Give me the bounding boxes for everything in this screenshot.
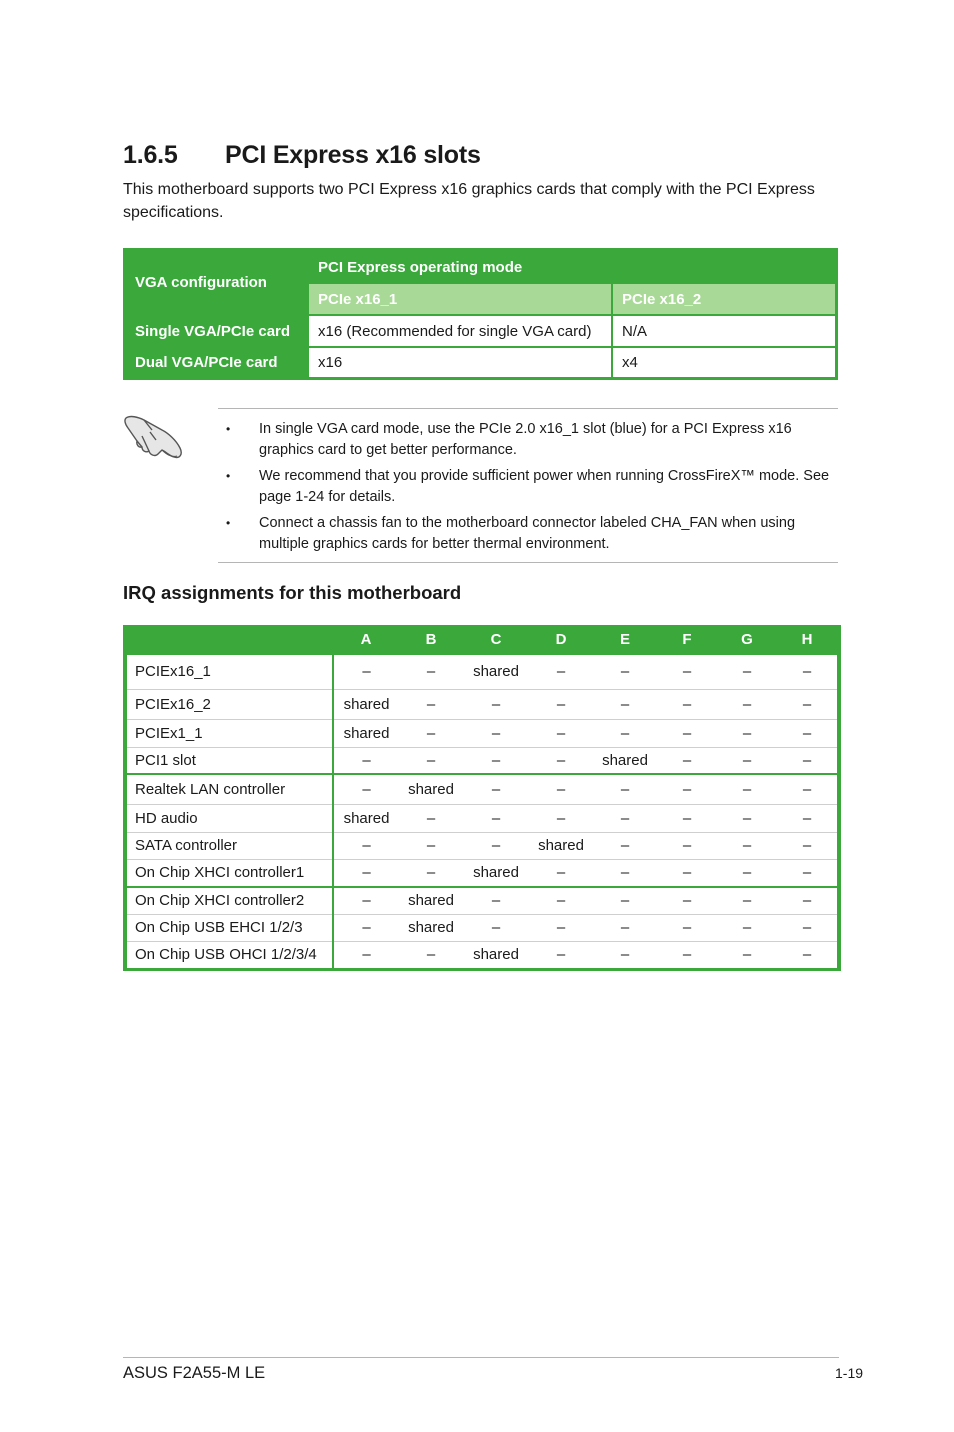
irq-cell: – xyxy=(333,887,399,914)
vga-cell: x16 xyxy=(308,347,612,377)
irq-cell: – xyxy=(593,804,657,832)
irq-device-name: On Chip USB OHCI 1/2/3/4 xyxy=(127,941,333,968)
irq-cell: – xyxy=(593,719,657,747)
irq-cell: – xyxy=(777,859,837,887)
irq-cell: – xyxy=(717,654,777,689)
irq-cell: – xyxy=(463,914,529,941)
irq-cell: – xyxy=(333,774,399,804)
note-text: We recommend that you provide sufficient power when running CrossFireX™ mode. See page 1-24 for details. xyxy=(259,468,830,505)
irq-cell: – xyxy=(777,654,837,689)
irq-device-name: HD audio xyxy=(127,804,333,832)
irq-cell: – xyxy=(463,774,529,804)
irq-cell: – xyxy=(593,887,657,914)
irq-cell: – xyxy=(593,689,657,719)
irq-cell: – xyxy=(717,914,777,941)
irq-cell: shared xyxy=(399,887,463,914)
notes-box xyxy=(218,408,838,563)
vga-cell: x16 (Recommended for single VGA card) xyxy=(308,315,612,347)
bullet: • xyxy=(226,516,231,530)
irq-cell: – xyxy=(717,719,777,747)
irq-row xyxy=(127,654,837,689)
vga-config-header: VGA configuration xyxy=(126,251,308,315)
irq-col-header: H xyxy=(777,625,837,654)
irq-cell: – xyxy=(717,689,777,719)
irq-device-name: On Chip USB EHCI 1/2/3 xyxy=(127,914,333,941)
irq-cell: – xyxy=(529,914,593,941)
irq-cell: – xyxy=(657,914,717,941)
irq-cell: – xyxy=(717,774,777,804)
irq-device-name: PCIEx16_1 xyxy=(127,654,333,689)
irq-device-name: PCIEx1_1 xyxy=(127,719,333,747)
irq-cell: – xyxy=(717,859,777,887)
irq-row xyxy=(127,832,837,859)
footer-page-number: 1-19 xyxy=(835,1365,864,1381)
intro-paragraph: This motherboard supports two PCI Express x16 graphics cards that comply with the PCI Express specifications. xyxy=(123,181,815,221)
irq-row xyxy=(127,941,837,968)
page-title xyxy=(123,141,481,170)
irq-cell: – xyxy=(593,914,657,941)
irq-device-name: On Chip XHCI controller2 xyxy=(127,887,333,914)
irq-cell: – xyxy=(463,804,529,832)
vga-row-label: Single VGA/PCIe card xyxy=(126,315,308,347)
irq-cell: – xyxy=(529,941,593,968)
bullet: • xyxy=(226,422,231,436)
hand-pointing-icon xyxy=(122,410,186,462)
irq-device-header xyxy=(127,625,333,654)
irq-col-header: A xyxy=(333,625,399,654)
irq-table-frame xyxy=(123,625,841,971)
irq-col-header: E xyxy=(593,625,657,654)
irq-cell: shared xyxy=(593,747,657,774)
irq-cell: – xyxy=(399,941,463,968)
irq-cell: – xyxy=(399,859,463,887)
irq-cell: – xyxy=(593,774,657,804)
irq-row xyxy=(127,859,837,887)
vga-table xyxy=(126,251,835,377)
irq-row xyxy=(127,747,837,774)
irq-cell: – xyxy=(777,914,837,941)
irq-header-row xyxy=(127,625,837,654)
irq-col-header: F xyxy=(657,625,717,654)
vga-row-single xyxy=(126,315,835,347)
irq-cell: – xyxy=(463,747,529,774)
irq-cell: – xyxy=(463,719,529,747)
irq-cell: – xyxy=(529,887,593,914)
irq-cell: – xyxy=(657,719,717,747)
irq-row xyxy=(127,804,837,832)
irq-cell: – xyxy=(529,859,593,887)
irq-cell: – xyxy=(399,719,463,747)
irq-cell: – xyxy=(777,804,837,832)
irq-cell: – xyxy=(717,747,777,774)
pcie-x16-2-header: PCIe x16_2 xyxy=(612,284,835,315)
footer-divider xyxy=(123,1357,839,1358)
irq-cell: – xyxy=(777,689,837,719)
irq-cell: – xyxy=(657,689,717,719)
irq-cell: – xyxy=(657,887,717,914)
irq-cell: – xyxy=(463,689,529,719)
section-number: 1.6.5 xyxy=(123,141,178,169)
irq-cell: shared xyxy=(399,914,463,941)
irq-cell: – xyxy=(657,941,717,968)
vga-cell: N/A xyxy=(612,315,835,347)
irq-cell: – xyxy=(593,941,657,968)
irq-cell: – xyxy=(777,832,837,859)
irq-col-header: G xyxy=(717,625,777,654)
irq-cell: – xyxy=(657,804,717,832)
irq-cell: – xyxy=(463,887,529,914)
pcie-mode-header: PCI Express operating mode xyxy=(308,251,835,284)
note-text: In single VGA card mode, use the PCIe 2.0 x16_1 slot (blue) for a PCI Express x16 graphics card to get better performance. xyxy=(259,421,792,458)
irq-cell: – xyxy=(333,832,399,859)
note-text: Connect a chassis fan to the motherboard connector labeled CHA_FAN when using multiple graphics cards for better thermal environment. xyxy=(259,515,796,552)
irq-device-name: On Chip XHCI controller1 xyxy=(127,859,333,887)
irq-cell: shared xyxy=(333,719,399,747)
irq-cell: – xyxy=(333,859,399,887)
footer-product: ASUS F2A55-M LE xyxy=(123,1364,266,1382)
irq-cell: – xyxy=(399,654,463,689)
irq-cell: – xyxy=(399,832,463,859)
irq-col-header: D xyxy=(529,625,593,654)
irq-cell: shared xyxy=(463,941,529,968)
irq-cell: – xyxy=(657,654,717,689)
irq-cell: – xyxy=(657,774,717,804)
vga-row-label: Dual VGA/PCIe card xyxy=(126,347,308,377)
irq-cell: – xyxy=(333,747,399,774)
irq-col-header: C xyxy=(463,625,529,654)
irq-cell: – xyxy=(717,941,777,968)
irq-cell: – xyxy=(529,654,593,689)
bullet: • xyxy=(226,469,231,483)
irq-cell: – xyxy=(593,859,657,887)
irq-cell: – xyxy=(777,747,837,774)
irq-cell: – xyxy=(657,832,717,859)
irq-cell: – xyxy=(529,719,593,747)
irq-cell: – xyxy=(593,654,657,689)
vga-row-dual xyxy=(126,347,835,377)
irq-cell: – xyxy=(529,689,593,719)
irq-device-name: Realtek LAN controller xyxy=(127,774,333,804)
irq-cell: – xyxy=(333,914,399,941)
irq-row xyxy=(127,914,837,941)
vga-table-frame xyxy=(123,248,838,380)
irq-cell: – xyxy=(777,719,837,747)
irq-cell: shared xyxy=(529,832,593,859)
irq-device-name: SATA controller xyxy=(127,832,333,859)
irq-table xyxy=(127,625,837,968)
irq-cell: shared xyxy=(333,804,399,832)
section-title: PCI Express x16 slots xyxy=(225,141,481,169)
irq-cell: – xyxy=(463,832,529,859)
irq-cell: – xyxy=(333,654,399,689)
irq-cell: – xyxy=(399,689,463,719)
irq-cell: – xyxy=(777,774,837,804)
irq-cell: – xyxy=(399,747,463,774)
irq-cell: – xyxy=(717,832,777,859)
irq-cell: – xyxy=(529,804,593,832)
irq-cell: shared xyxy=(399,774,463,804)
irq-cell: – xyxy=(593,832,657,859)
irq-cell: – xyxy=(657,747,717,774)
irq-cell: shared xyxy=(333,689,399,719)
irq-row xyxy=(127,689,837,719)
irq-row xyxy=(127,774,837,804)
irq-row xyxy=(127,887,837,914)
irq-cell: – xyxy=(529,747,593,774)
irq-cell: – xyxy=(717,804,777,832)
irq-cell: – xyxy=(333,941,399,968)
irq-cell: shared xyxy=(463,654,529,689)
irq-device-name: PCIEx16_2 xyxy=(127,689,333,719)
irq-row xyxy=(127,719,837,747)
vga-cell: x4 xyxy=(612,347,835,377)
pcie-x16-1-header: PCIe x16_1 xyxy=(308,284,612,315)
irq-cell: – xyxy=(529,774,593,804)
irq-heading: IRQ assignments for this motherboard xyxy=(123,582,462,603)
irq-cell: – xyxy=(657,859,717,887)
irq-cell: – xyxy=(717,887,777,914)
irq-cell: shared xyxy=(463,859,529,887)
irq-cell: – xyxy=(777,887,837,914)
irq-col-header: B xyxy=(399,625,463,654)
irq-device-name: PCI1 slot xyxy=(127,747,333,774)
irq-cell: – xyxy=(777,941,837,968)
irq-cell: – xyxy=(399,804,463,832)
